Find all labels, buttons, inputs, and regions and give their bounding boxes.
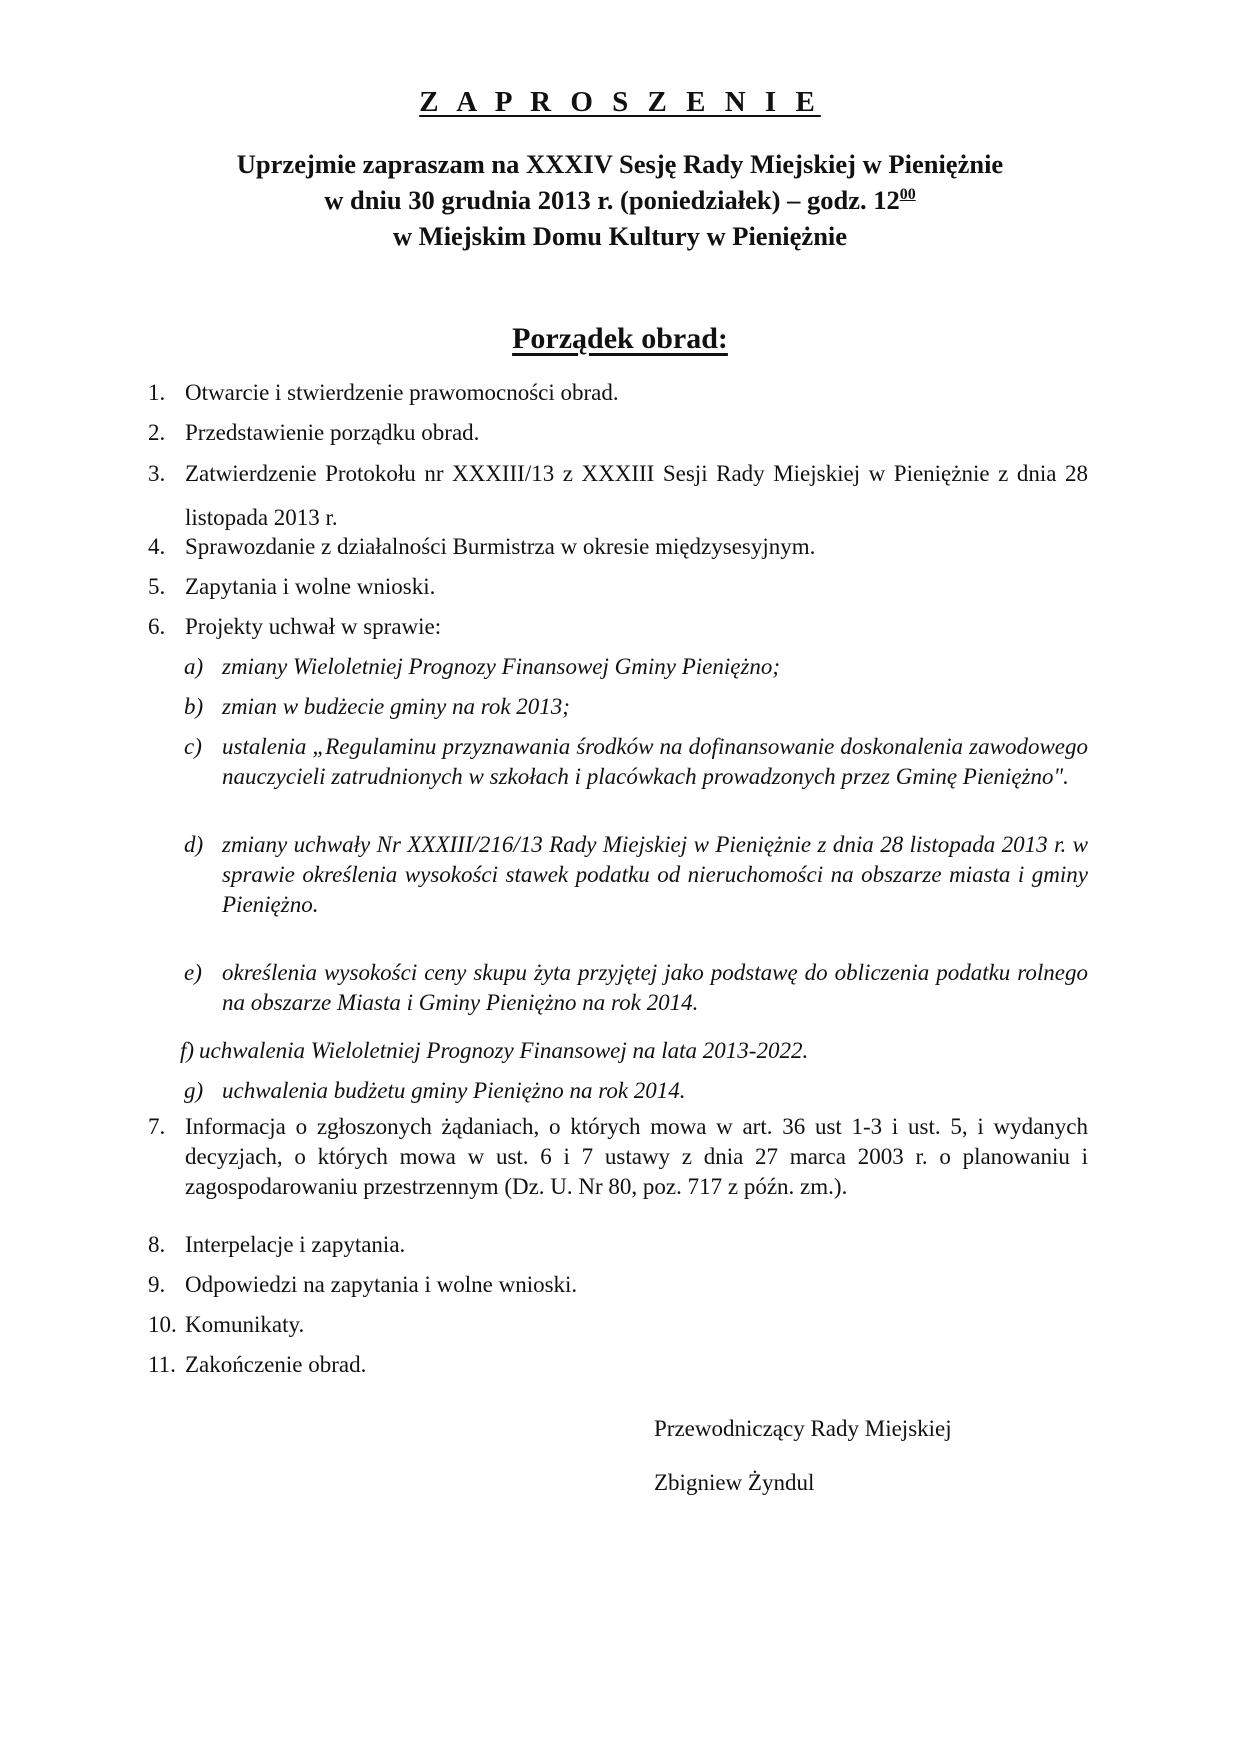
agenda-subitem-label: a) (184, 654, 204, 679)
agenda-item-number: 11. (148, 1352, 176, 1377)
agenda-subitem-label: d) (184, 832, 204, 857)
agenda-subitem-label: g) (184, 1078, 204, 1103)
agenda-subitem-text: uchwalenia Wieloletniej Prognozy Finansowej na lata 2013-2022. (199, 1038, 809, 1063)
agenda-item (148, 532, 1088, 562)
agenda-subitem-text: zmian w budżecie gminy na rok 2013; (222, 694, 570, 719)
agenda-item-number: 10. (148, 1312, 177, 1337)
agenda-item (148, 452, 1088, 540)
document-title: Z A P R O S Z E N I E (419, 86, 821, 118)
agenda-item (148, 572, 1088, 602)
agenda-item (148, 1112, 1088, 1202)
invitation-line-3: w Miejskim Domu Kultury w Pieniężnie (392, 221, 848, 251)
agenda-item (148, 378, 1088, 408)
agenda-item-text: Przedstawienie porządku obrad. (185, 420, 480, 445)
agenda-item-text: Projekty uchwał w sprawie: (185, 614, 442, 639)
agenda-subitem-text: ustalenia „Regulaminu przyznawania środków na dofinansowanie doskonalenia zawodowego nauczycieli zatrudnionych w szkołach i placówkach prowadzonych przez Gminę Pieniężno". (222, 734, 1088, 789)
agenda-item-number: 6. (148, 614, 166, 639)
agenda-subitem (184, 652, 1088, 682)
agenda-subitem-label: c) (184, 734, 202, 759)
agenda-item-text: Otwarcie i stwierdzenie prawomocności obrad. (185, 380, 619, 405)
agenda-item-number: 9. (148, 1272, 166, 1297)
agenda-item (148, 1230, 1088, 1260)
signature-name: Zbigniew Żyndul (654, 1470, 815, 1495)
agenda-item (148, 612, 1088, 642)
agenda-item-number: 1. (148, 380, 166, 405)
agenda-item-text: Odpowiedzi na zapytania i wolne wnioski. (185, 1272, 578, 1297)
agenda-item-number: 8. (148, 1232, 166, 1257)
agenda-item-text: Informacja o zgłoszonych żądaniach, o których mowa w art. 36 ust 1-3 i ust. 5, i wydanych decyzjach, o których mowa w ust. 6 i 7 ustawy z dnia 27 marca 2003 r. o planowaniu i zagospodarowaniu przestrzennym (Dz. U. Nr 80, poz. 717 z późn. zm.). (185, 1114, 1088, 1199)
agenda-item-number: 3. (148, 461, 166, 486)
agenda-subitem (184, 692, 1088, 722)
agenda-item-text: Zakończenie obrad. (185, 1352, 367, 1377)
agenda-item (148, 1350, 1088, 1380)
agenda-item (148, 1310, 1088, 1340)
agenda-subitem (184, 732, 1088, 792)
agenda-item-number: 2. (148, 420, 166, 445)
invitation-date-time: w dniu 30 grudnia 2013 r. (poniedziałek) – godz. 12 (324, 185, 900, 215)
time-minutes-superscript: 00 (899, 186, 916, 203)
agenda-item-text: Sprawozdanie z działalności Burmistrza w okresie międzysesyjnym. (185, 534, 816, 559)
agenda-subitem-label: e) (184, 960, 202, 985)
agenda-subitem-text: zmiany uchwały Nr XXXIII/216/13 Rady Miejskiej w Pieniężnie z dnia 28 listopada 2013 r. w sprawie określenia wysokości stawek podatku od nieruchomości na obszarze miasta i gminy Pieniężno. (222, 832, 1088, 917)
agenda-item-number: 5. (148, 574, 166, 599)
agenda-item-text: Zapytania i wolne wnioski. (185, 574, 436, 599)
agenda-subitem-label: f) (180, 1038, 195, 1063)
agenda-item-number: 4. (148, 534, 166, 559)
agenda-subitem (184, 830, 1088, 920)
agenda-item (148, 418, 1088, 448)
agenda-item (148, 1270, 1088, 1300)
signature-role: Przewodniczący Rady Miejskiej (654, 1416, 952, 1441)
agenda-item-number: 7. (148, 1114, 166, 1139)
agenda-subitem-label: b) (184, 694, 204, 719)
agenda-subitem (180, 1036, 1084, 1066)
invitation-line-2 (0, 182, 1240, 218)
agenda-item-text: Komunikaty. (185, 1312, 305, 1337)
agenda-title: Porządek obrad: (512, 322, 728, 355)
invitation-header (0, 146, 1240, 254)
agenda-item-text: Zatwierdzenie Protokołu nr XXXIII/13 z XXXIII Sesji Rady Miejskiej w Pieniężnie z dnia 28 listopada 2013 r. (185, 461, 1088, 530)
agenda-subitem (184, 1076, 1088, 1106)
agenda-subitem-text: zmiany Wieloletniej Prognozy Finansowej Gminy Pieniężno; (222, 654, 781, 679)
agenda-item-text: Interpelacje i zapytania. (185, 1232, 406, 1257)
invitation-line-1: Uprzejmie zapraszam na XXXIV Sesję Rady Miejskiej w Pieniężnie (236, 149, 1004, 179)
agenda-subitem-text: uchwalenia budżetu gminy Pieniężno na rok 2014. (222, 1078, 686, 1103)
agenda-subitem-text: określenia wysokości ceny skupu żyta przyjętej jako podstawę do obliczenia podatku rolnego na obszarze Miasta i Gminy Pieniężno na rok 2014. (222, 960, 1088, 1015)
agenda-subitem (184, 958, 1088, 1018)
